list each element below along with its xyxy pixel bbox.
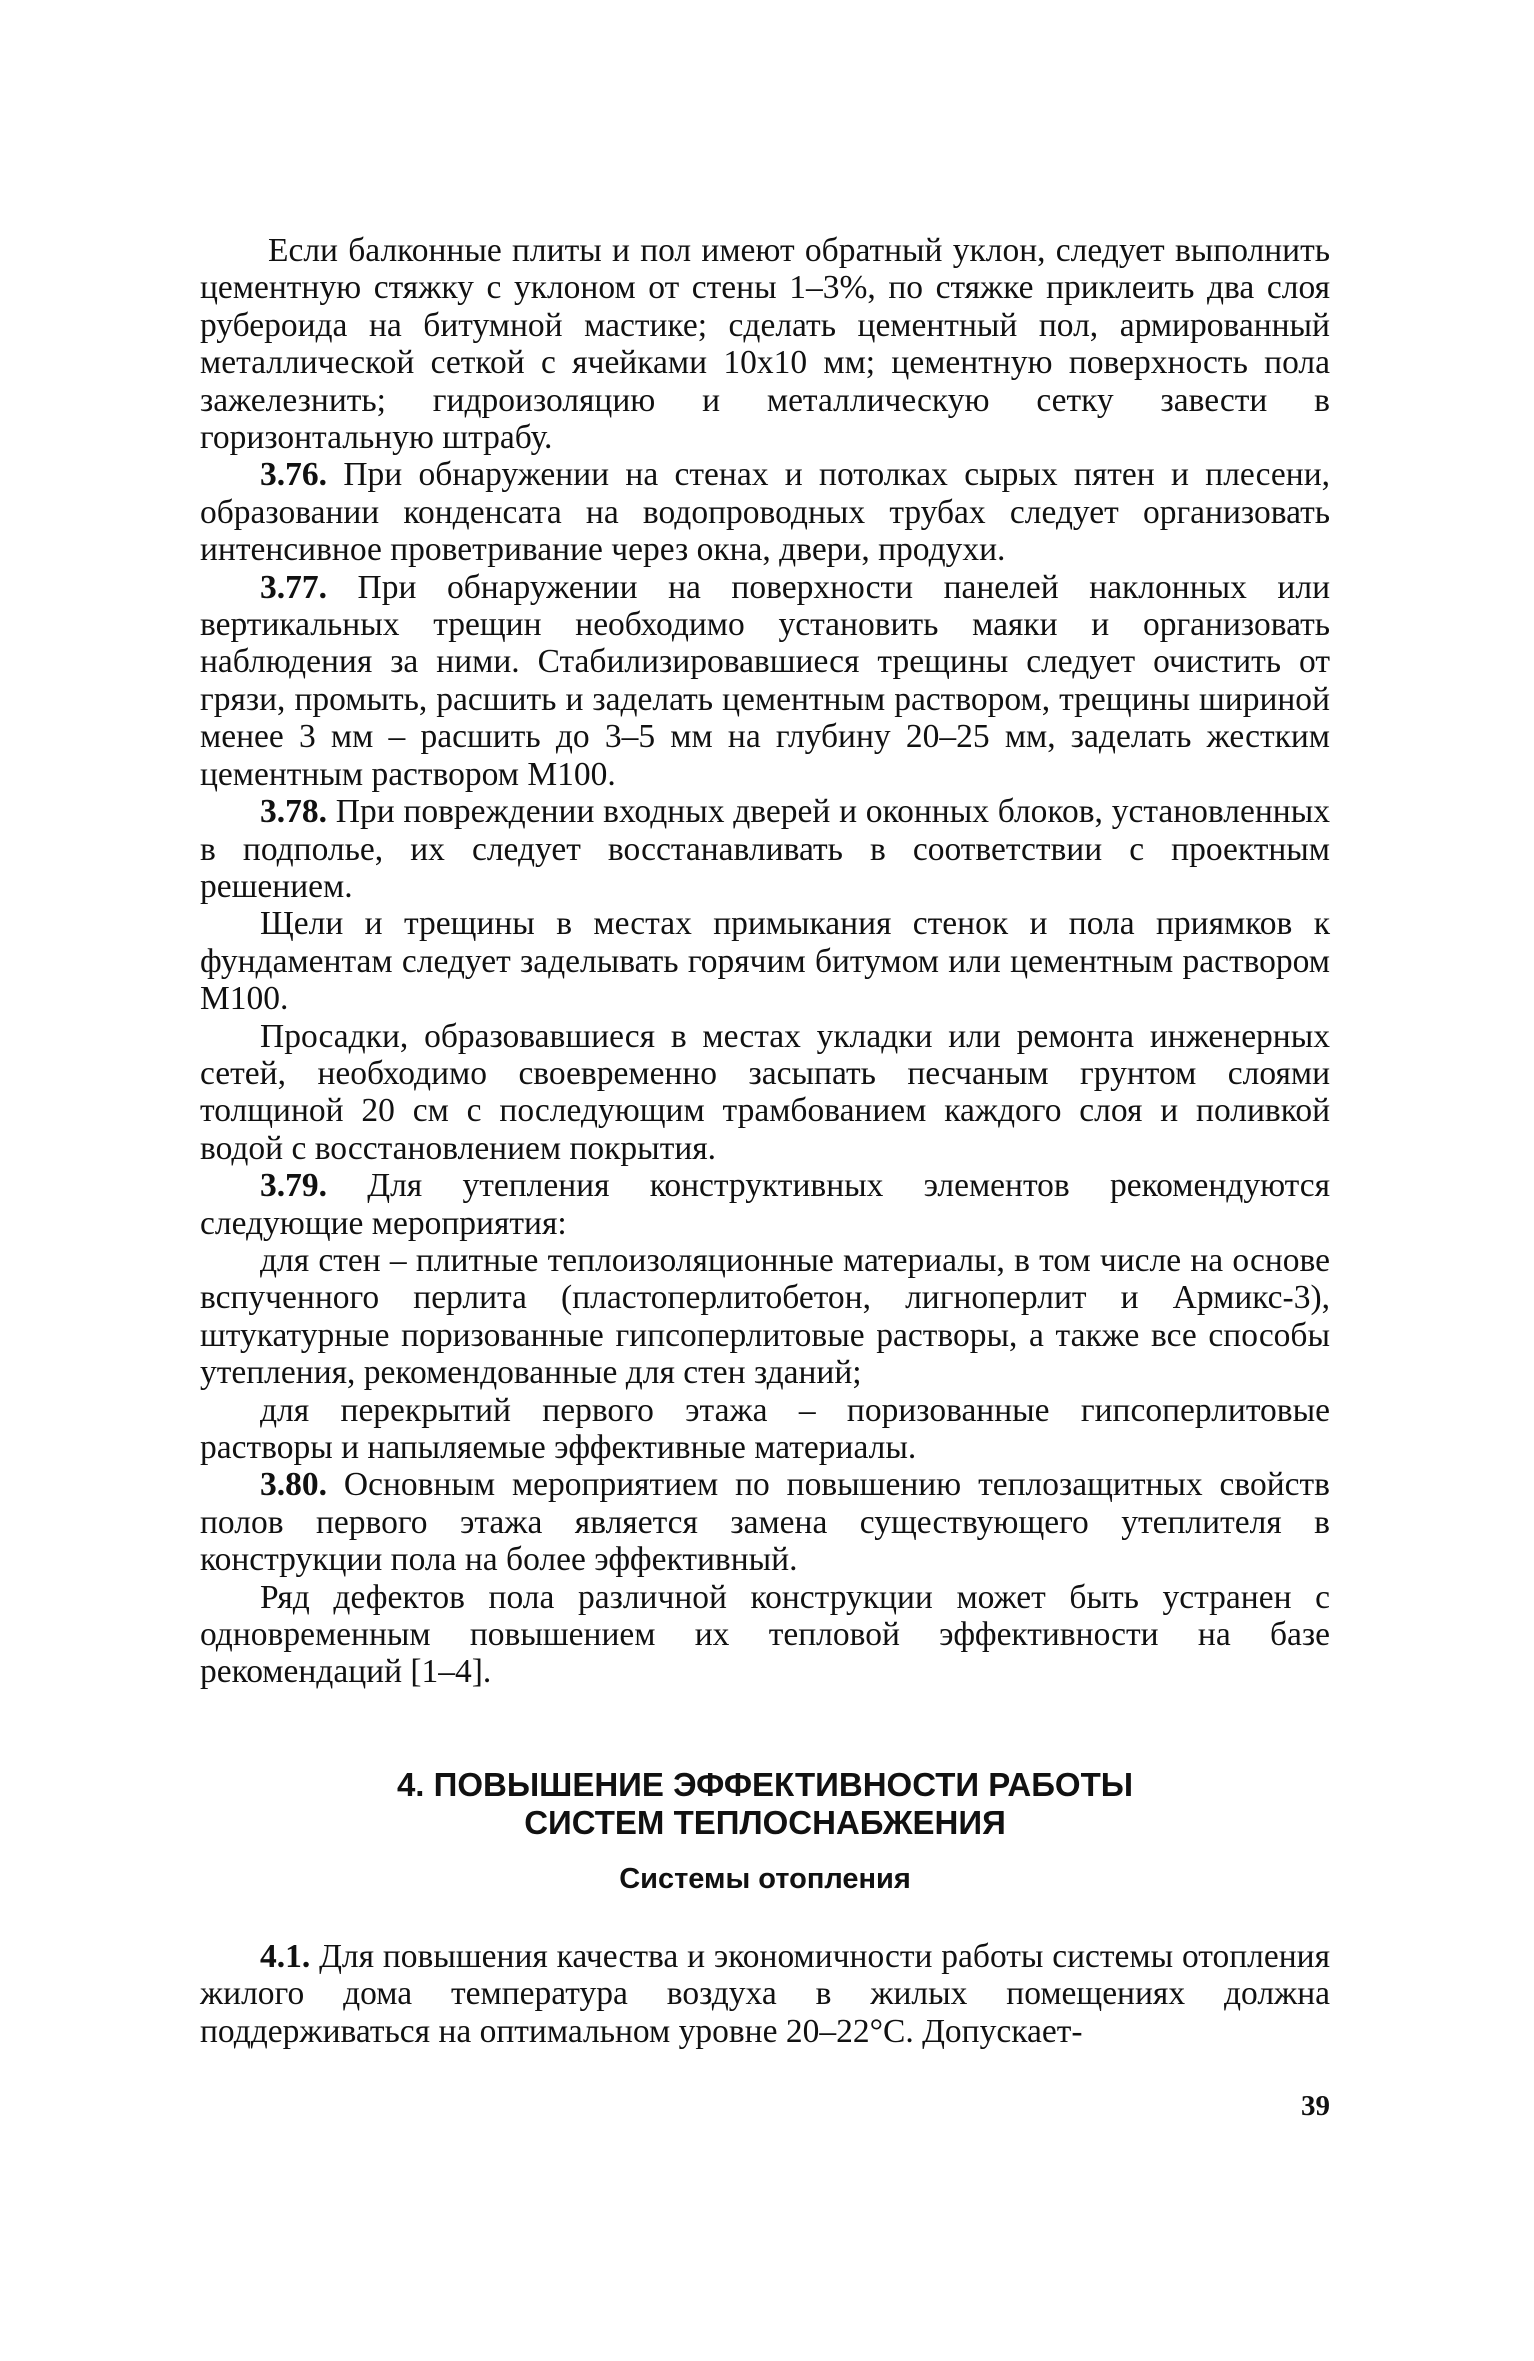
- clause-number: 3.77.: [260, 568, 327, 606]
- paragraph: Просадки, образовавшиеся в местах укладки или ремонта инженерных сетей, необходимо своевременно засыпать песчаным грунтом слоями толщиной 20 см с последующим трамбованием каждого слоя и поливкой водой с восстановлением покрытия.: [200, 1017, 1330, 1167]
- paragraph: Если балконные плиты и пол имеют обратный уклон, следует выполнить цементную стяжку с уклоном от стены 1–3%, по стяжке приклеить два слоя рубероида на битумной мастике; сделать цементный пол, армированный металлической сеткой с ячейками 10x10 мм; цементную поверхность пола зажелезнить; гидроизоляцию и металлическую сетку завести в горизонтальную штрабу.: [200, 232, 1330, 457]
- paragraph-3-78: 3.78. При повреждении входных дверей и оконных блоков, установленных в подполье, их следует восстанавливать в соответствии с проектным решением.: [200, 793, 1330, 905]
- paragraph-3-80: 3.80. Основным мероприятием по повышению теплозащитных свойств полов первого этажа является замена существующего утеплителя в конструкции пола на более эффективный.: [200, 1466, 1330, 1579]
- section-heading: [200, 1766, 1330, 1842]
- clause-number: 3.79.: [260, 1167, 327, 1205]
- clause-number: 4.1.: [260, 1938, 311, 1975]
- paragraph: для перекрытий первого этажа – поризованные гипсоперлитовые растворы и напыляемые эффективные материалы.: [200, 1391, 1330, 1466]
- clause-number: 3.78.: [260, 793, 327, 831]
- body-text-section-4: [200, 1938, 1330, 2050]
- paragraph: Ряд дефектов пола различной конструкции может быть устранен с одновременным повышением их тепловой эффективности на базе рекомендаций [1–4].: [200, 1578, 1330, 1691]
- paragraph: Щели и трещины в местах примыкания стенок и пола приямков к фундаментам следует заделывать горячим битумом или цементным раствором М100.: [200, 905, 1330, 1018]
- section-heading-line-2: СИСТЕМ ТЕПЛОСНАБЖЕНИЯ: [524, 1804, 1006, 1841]
- subsection-heading: Системы отопления: [619, 1863, 911, 1895]
- paragraph-3-77: 3.77. При обнаружении на поверхности панелей наклонных или вертикальных трещин необходимо установить маяки и организовать наблюдения за ними. Стабилизировавшиеся трещины следует очистить от грязи, промыть, расшить и заделать цементным раствором, трещины шириной менее 3 мм – расшить до 3–5 мм на глубину 20–25 мм, заделать жестким цементным раствором М100.: [200, 568, 1330, 793]
- paragraph: для стен – плитные теплоизоляционные материалы, в том числе на основе вспученного перлита (пластоперлитобетон, лигноперлит и Армикс-3), штукатурные поризованные гипсоперлитовые растворы, а также все способы утепления, рекомендованные для стен зданий;: [200, 1241, 1330, 1392]
- body-text: [200, 232, 1330, 1691]
- paragraph-3-79: 3.79. Для утепления конструктивных элементов рекомендуются следующие мероприятия:: [200, 1167, 1330, 1242]
- clause-number: 3.76.: [260, 456, 327, 494]
- clause-number: 3.80.: [260, 1466, 327, 1504]
- paragraph-4-1: 4.1. Для повышения качества и экономичности работы системы отопления жилого дома температура воздуха в жилых помещениях должна поддерживаться на оптимальном уровне 20–22°С. Допускает-: [200, 1938, 1330, 2050]
- paragraph-3-76: 3.76. При обнаружении на стенах и потолках сырых пятен и плесени, образовании конденсата на водопроводных трубах следует организовать интенсивное проветривание через окна, двери, продухи.: [200, 456, 1330, 569]
- section-heading-line-1: 4. ПОВЫШЕНИЕ ЭФФЕКТИВНОСТИ РАБОТЫ: [396, 1766, 1134, 1803]
- page-number: 39: [1301, 2090, 1330, 2122]
